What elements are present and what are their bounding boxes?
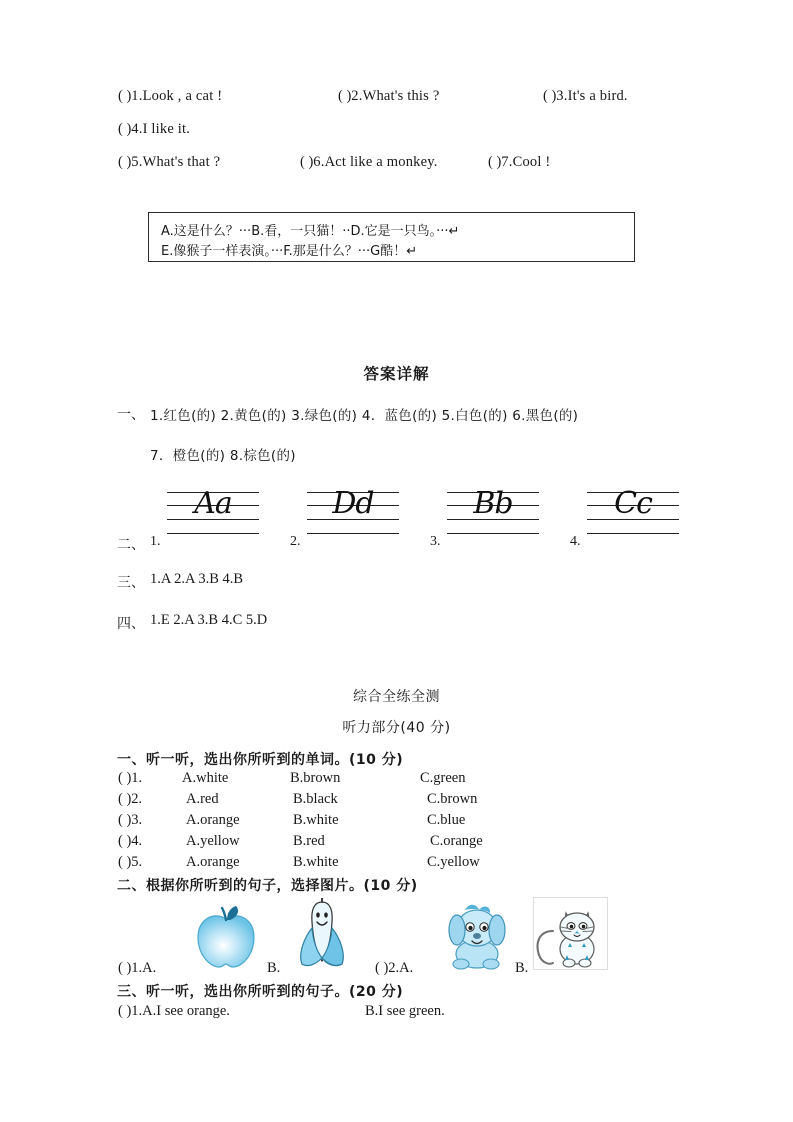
match-num-3: 3.: [556, 88, 568, 104]
match-num-2: 2.: [351, 88, 363, 104]
handwriting-num-2: 2.: [290, 534, 301, 549]
part1-num-4: 4.: [131, 833, 143, 849]
part1-num-2: 2.: [131, 791, 143, 807]
handwriting-letters-1: Aa: [194, 486, 232, 521]
part3-opt-a-1[interactable]: A.I see orange.: [142, 1003, 230, 1019]
part3-num-1: 1.: [131, 1003, 143, 1019]
match-text-6: Act like a monkey.: [324, 154, 438, 170]
answer-section-1-marker: 一、: [117, 407, 145, 423]
part2-num-2: 2.: [388, 960, 400, 976]
part3-opt-b-1[interactable]: B.I see green.: [365, 1003, 445, 1019]
part1-row-4: [118, 833, 142, 850]
answer-section-3-marker: 三、: [117, 575, 145, 591]
handwriting-letters-3: Bb: [473, 486, 513, 521]
match-num-6: 6.: [313, 154, 325, 170]
part2-row-1: [118, 960, 156, 977]
answer-blank-7[interactable]: ( ): [488, 154, 502, 170]
match-text-5: What's that ?: [142, 154, 221, 170]
part1-blank-5[interactable]: ( ): [118, 854, 132, 870]
match-text-1: Look , a cat !: [142, 88, 223, 104]
dog-icon: [443, 900, 511, 970]
part1-opt-a-2[interactable]: A.red: [186, 791, 219, 807]
part3-blank-1[interactable]: ( ): [118, 1003, 132, 1019]
answer-blank-2[interactable]: ( ): [338, 88, 352, 104]
answer-blank-3[interactable]: ( ): [543, 88, 557, 104]
part1-blank-2[interactable]: ( ): [118, 791, 132, 807]
part1-blank-3[interactable]: ( ): [118, 812, 132, 828]
match-num-4: 4.: [131, 121, 143, 137]
answer-section-1-line-2: 7．橙色(的) 8.棕色(的): [150, 448, 296, 464]
match-row-3: [543, 88, 628, 105]
answer-key-title: 答案详解: [363, 365, 430, 383]
part1-row-1: [118, 770, 142, 787]
part1-opt-c-4[interactable]: C.orange: [430, 833, 483, 849]
apple-icon: [190, 903, 262, 969]
part3-row-1: [118, 1003, 230, 1020]
part1-opt-b-4[interactable]: B.red: [293, 833, 325, 849]
part2-label-b-1: B.: [267, 960, 281, 976]
answer-section-3-answers: 1.A 2.A 3.B 4.B: [150, 571, 244, 587]
part1-opt-b-3[interactable]: B.white: [293, 812, 339, 828]
part1-opt-a-1[interactable]: A.white: [182, 770, 229, 786]
part1-row-3: [118, 812, 142, 829]
part2-label-a-2: A.: [399, 960, 414, 976]
options-line-1: A.这是什么？···B.看，一只猫！··D.它是一只鸟。···↵: [161, 224, 460, 239]
part3-heading: 三、听一听，选出你所听到的句子。(20 分): [117, 984, 404, 1000]
answer-blank-1[interactable]: ( ): [118, 88, 132, 104]
handwriting-num-4: 4.: [570, 534, 581, 549]
part2-num-1: 1.: [131, 960, 143, 976]
handwriting-letters-4: Cc: [614, 486, 652, 521]
part1-opt-a-4[interactable]: A.yellow: [186, 833, 240, 849]
answer-section-4-answers: 1.E 2.A 3.B 4.C 5.D: [150, 612, 268, 628]
match-num-7: 7.: [501, 154, 513, 170]
match-row-2: [338, 88, 439, 105]
match-num-1: 1.: [131, 88, 143, 104]
part1-opt-b-1[interactable]: B.brown: [290, 770, 341, 786]
answer-blank-5[interactable]: ( ): [118, 154, 132, 170]
banana-icon: [292, 898, 352, 970]
part1-opt-c-1[interactable]: C.green: [420, 770, 466, 786]
match-row-4: [118, 121, 190, 138]
part1-row-5: [118, 854, 142, 871]
part1-opt-c-3[interactable]: C.blue: [427, 812, 466, 828]
part2-blank-2[interactable]: ( ): [375, 960, 389, 976]
answer-section-1-line-1: 1.红色(的) 2.黄色(的) 3.绿色(的) 4．蓝色(的) 5.白色(的) 6.黑色(的): [150, 408, 579, 424]
part1-opt-a-5[interactable]: A.orange: [186, 854, 240, 870]
part2-label-a-1: A.: [142, 960, 157, 976]
part1-blank-4[interactable]: ( ): [118, 833, 132, 849]
match-row-5: [118, 154, 220, 171]
match-row-1: [118, 88, 222, 105]
match-text-3: It's a bird.: [567, 88, 628, 104]
part2-blank-1[interactable]: ( ): [118, 960, 132, 976]
handwriting-num-3: 3.: [430, 534, 441, 549]
answer-section-2-marker: 二、: [117, 537, 145, 553]
options-line-2: E.像猴子一样表演。···F.那是什么？···G酷！↵: [161, 244, 418, 259]
match-text-7: Cool !: [512, 154, 551, 170]
part1-opt-c-2[interactable]: C.brown: [427, 791, 478, 807]
match-text-4: I like it.: [142, 121, 191, 137]
part1-heading: 一、听一听，选出你所听到的单词。(10 分): [117, 752, 404, 768]
answer-section-4-marker: 四、: [117, 616, 145, 632]
part2-heading: 二、根据你所听到的句子，选择图片。(10 分): [117, 878, 418, 894]
part1-opt-c-5[interactable]: C.yellow: [427, 854, 480, 870]
handwriting-num-1: 1.: [150, 534, 161, 549]
handwriting-guide-2: [307, 486, 399, 534]
part1-num-1: 1.: [131, 770, 143, 786]
part1-opt-b-2[interactable]: B.black: [293, 791, 338, 807]
part1-opt-a-3[interactable]: A.orange: [186, 812, 240, 828]
part2-row-2: [375, 960, 413, 977]
handwriting-guide-4: [587, 486, 679, 534]
handwriting-guide-3: [447, 486, 539, 534]
part1-blank-1[interactable]: ( ): [118, 770, 132, 786]
match-text-2: What's this ?: [362, 88, 440, 104]
part1-num-5: 5.: [131, 854, 143, 870]
match-row-6: [300, 154, 438, 171]
answer-blank-6[interactable]: ( ): [300, 154, 314, 170]
part1-opt-b-5[interactable]: B.white: [293, 854, 339, 870]
match-row-7: [488, 154, 550, 171]
part1-num-3: 3.: [131, 812, 143, 828]
part2-label-b-2: B.: [515, 960, 529, 976]
test-paper-subtitle: 听力部分(40 分): [342, 720, 451, 736]
test-paper-title: 综合全练全测: [353, 689, 440, 705]
match-num-5: 5.: [131, 154, 143, 170]
handwriting-guide-1: [167, 486, 259, 534]
cat-icon: [533, 897, 608, 970]
handwriting-letters-2: Dd: [332, 486, 374, 521]
answer-blank-4[interactable]: ( ): [118, 121, 132, 137]
part1-row-2: [118, 791, 142, 808]
options-box: [148, 212, 635, 262]
